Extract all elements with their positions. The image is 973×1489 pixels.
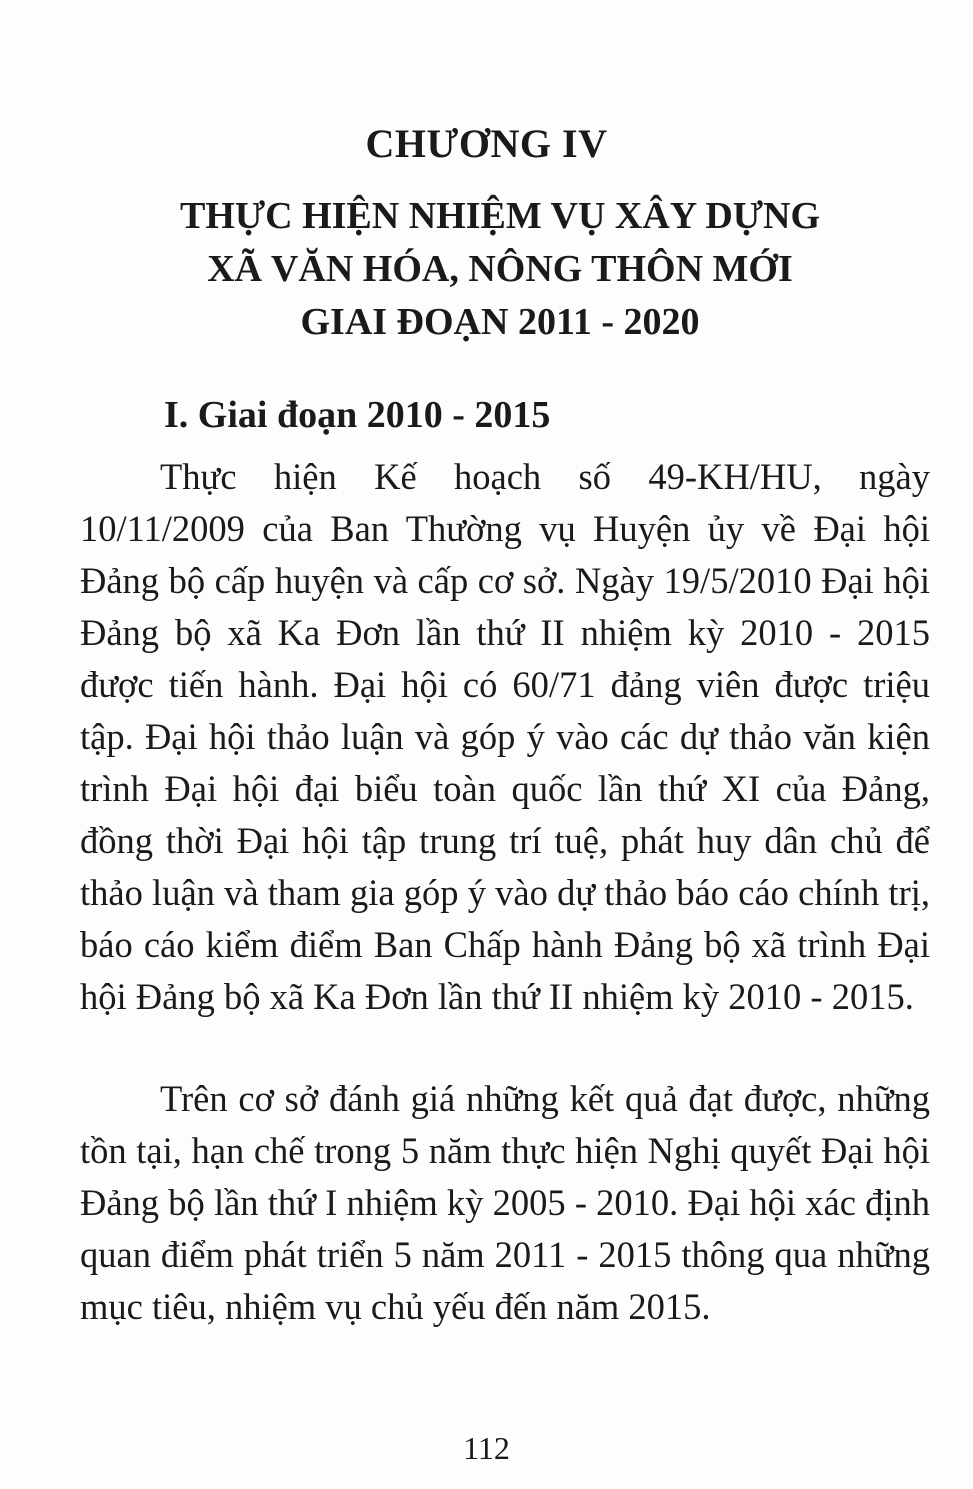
- page-number: 112: [463, 1430, 510, 1466]
- chapter-label: CHƯƠNG IV: [365, 121, 608, 166]
- chapter-title-line: THỰC HIỆN NHIỆM VỤ XÂY DỰNG: [179, 195, 821, 237]
- chapter-title-line: GIAI ĐOẠN 2011 - 2020: [300, 301, 700, 343]
- chapter-title: [150, 190, 850, 349]
- section-heading: I. Giai đoạn 2010 - 2015: [164, 394, 551, 436]
- paragraph-text: Thực hiện Kế hoạch số 49-KH/HU, ngày 10/11/2009 của Ban Thường vụ Huyện ủy về Đại hội Đảng bộ cấp huyện và cấp cơ sở. Ngày 19/5/2010 Đại hội Đảng bộ xã Ka Đơn lần thứ II nhiệm kỳ 2010 - 2015 được tiến hành. Đại hội có 60/71 đảng viên được triệu tập. Đại hội thảo luận và góp ý vào các dự thảo văn kiện trình Đại hội đại biểu toàn quốc lần thứ XI của Đảng, đồng thời Đại hội tập trung trí tuệ, phát huy dân chủ để thảo luận và tham gia góp ý vào dự thảo báo cáo chính trị, báo cáo kiểm điểm Ban Chấp hành Đảng bộ xã trình Đại hội Đảng bộ xã Ka Đơn lần thứ II nhiệm kỳ 2010 - 2015.: [80, 456, 930, 1017]
- paragraph-text: Trên cơ sở đánh giá những kết quả đạt được, những tồn tại, hạn chế trong 5 năm thực hiện Nghị quyết Đại hội Đảng bộ lần thứ I nhiệm kỳ 2005 - 2010. Đại hội xác định quan điểm phát triển 5 năm 2011 - 2015 thông qua những mục tiêu, nhiệm vụ chủ yếu đến năm 2015.: [80, 1078, 930, 1327]
- chapter-title-line: XÃ VĂN HÓA, NÔNG THÔN MỚI: [207, 248, 793, 290]
- body-paragraph-1: [80, 451, 930, 1023]
- body-paragraph-2: [80, 1073, 930, 1333]
